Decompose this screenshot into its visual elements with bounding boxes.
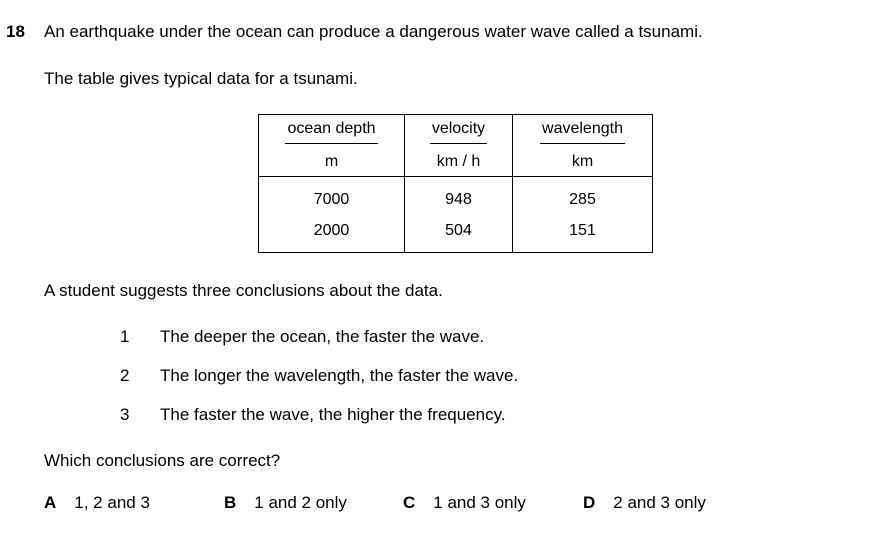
option-c[interactable] (403, 493, 526, 513)
conclusion-number: 2 (120, 366, 130, 385)
question-number: 18 (6, 22, 25, 41)
option-letter: D (583, 493, 596, 512)
header-quantity: ocean depth (285, 120, 377, 144)
option-text: 1, 2 and 3 (74, 493, 150, 512)
conclusion-number: 3 (120, 405, 130, 424)
question-stem: An earthquake under the ocean can produce a dangerous water wave called a tsunami. (44, 22, 703, 41)
header-ocean-depth (259, 115, 405, 177)
table-cell: 2000 (259, 222, 405, 253)
table-cell: 285 (513, 177, 653, 223)
header-quantity: velocity (430, 120, 487, 144)
table-cell: 504 (405, 222, 513, 253)
header-unit: m (324, 153, 339, 170)
table-intro: The table gives typical data for a tsunami. (44, 69, 358, 88)
header-wavelength (513, 115, 653, 177)
header-velocity (405, 115, 513, 177)
tsunami-data-table (258, 114, 653, 253)
table-row (259, 177, 653, 223)
conclusion-text: The faster the wave, the higher the frequency. (160, 405, 506, 424)
table-header-row (259, 115, 653, 177)
option-letter: C (403, 493, 416, 512)
suggestion-text: A student suggests three conclusions about the data. (44, 281, 443, 300)
table-cell: 7000 (259, 177, 405, 223)
conclusion-number: 1 (120, 327, 130, 346)
option-a[interactable] (44, 493, 150, 513)
header-unit: km (571, 153, 594, 170)
option-text: 1 and 3 only (433, 493, 526, 512)
option-letter: B (224, 493, 237, 512)
option-text: 1 and 2 only (254, 493, 347, 512)
option-letter: A (44, 493, 57, 512)
header-quantity: wavelength (540, 120, 625, 144)
question-prompt: Which conclusions are correct? (44, 451, 281, 470)
table-cell: 151 (513, 222, 653, 253)
conclusion-text: The longer the wavelength, the faster the wave. (160, 366, 519, 385)
header-unit: km / h (436, 153, 481, 170)
table-cell: 948 (405, 177, 513, 223)
option-b[interactable] (224, 493, 347, 513)
table-row (259, 222, 653, 253)
conclusion-text: The deeper the ocean, the faster the wave. (160, 327, 485, 346)
option-text: 2 and 3 only (613, 493, 706, 512)
option-d[interactable] (583, 493, 706, 513)
